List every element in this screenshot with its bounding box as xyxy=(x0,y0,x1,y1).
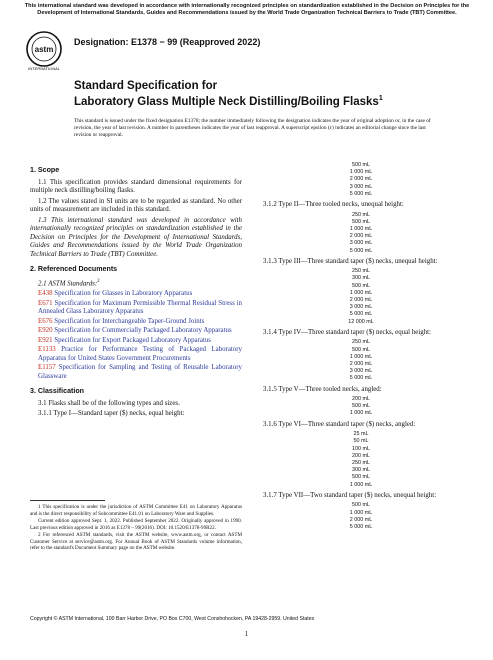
title-text: Laboratory Glass Multiple Neck Distilling/Boiling Flasks xyxy=(74,95,379,108)
type1-sizes xyxy=(255,162,467,198)
references-heading: 2. Referenced Documents xyxy=(30,265,118,273)
reference-title[interactable]: Specification for Glasses in Laboratory Apparatus xyxy=(54,290,193,298)
reference-item[interactable] xyxy=(30,337,242,346)
scope-p2: 1.2 The values stated in SI units are to be regarded as standard. No other units of measurement are included in this standard. xyxy=(30,197,242,213)
right-column xyxy=(255,160,467,534)
copyright: Copyright © ASTM International, 100 Barr Harbor Drive, PO Box C700, West Conshohocken, PA 19428-2959. United States xyxy=(30,616,315,622)
type-sizes xyxy=(255,396,467,418)
references-footnote-mark: 2 xyxy=(97,278,100,284)
size-value: 3 000 mL xyxy=(349,304,373,311)
size-value: 200 mL xyxy=(352,396,370,403)
size-value: 50 mL xyxy=(353,438,369,445)
classification-p1: 3.1 Flasks shall be of the following types and sizes. xyxy=(38,399,180,407)
footnote-1: 1 This specification is under the jurisdiction of ASTM Committee E41 on Laboratory Apparatus and is the direct responsibility of Subcommittee E41.01 on Laboratory Ware and Supplies. xyxy=(30,504,242,517)
classification-heading: 3. Classification xyxy=(30,387,85,396)
size-value: 2 000 mL xyxy=(349,360,373,367)
title-line-1: Standard Specification for xyxy=(74,80,218,92)
designation: Designation: E1378 − 99 (Reapproved 2022) xyxy=(74,37,261,47)
size-value: 2 000 mL xyxy=(349,516,373,523)
reference-code[interactable]: E920 xyxy=(38,327,53,335)
reference-item[interactable] xyxy=(30,364,242,381)
reference-code[interactable]: E671 xyxy=(38,299,53,307)
scope-heading: 1. Scope xyxy=(30,166,60,174)
size-value: 25 mL xyxy=(353,431,369,438)
size-value: 1 000 mL xyxy=(349,289,373,296)
reference-title[interactable]: Practice for Performance Testing of Packaged Laboratory Apparatus for United States Government Procurements xyxy=(38,346,242,362)
type1-label: 3.1.1 Type I—Standard taper ($) necks, equal height: xyxy=(38,410,185,418)
size-value: 500 mL xyxy=(352,403,370,410)
reference-item[interactable] xyxy=(30,318,242,327)
size-value: 2 000 mL xyxy=(349,233,373,240)
footnote-2: 2 For referenced ASTM standards, visit the ASTM website, www.astm.org, or contact ASTM Customer Service at service@astm.org. For Annual Book of ASTM Standards volume information, refer to the standard's Document Summary page on the ASTM website. xyxy=(30,532,242,551)
type-label: 3.1.5 Type V—Three tooled necks, angled: xyxy=(263,385,382,393)
scope-p3: 1.3 This international standard was developed in accordance with internationally recognized principles on standardization established in the Decision on Principles for the Development of International Standards, Guides and Recommendations issued by the World Trade Organization Technical Barriers to Trade (TBT) Committee. xyxy=(30,216,242,258)
size-value: 1 000 mL xyxy=(349,169,373,176)
reference-title[interactable]: Specification for Commercially Packaged Laboratory Apparatus xyxy=(54,327,232,335)
type-sizes xyxy=(255,502,467,531)
logo-caption: INTERNATIONAL xyxy=(28,66,60,71)
size-value: 250 mL xyxy=(352,460,370,466)
size-value: 5 000 mL xyxy=(349,523,373,530)
svg-text:astm: astm xyxy=(34,45,54,54)
type-label: 3.1.7 Type VII—Two standard taper ($) necks, unequal height: xyxy=(263,491,437,499)
footnote-1b: Current edition approved Sept. 1, 2022. Published September 2022. Originally approved in 1990. Last previous edition approved in 2016 as E1378 – 99(2016). DOI: 10.1520/E1378-99R22. xyxy=(30,518,242,531)
references-intro xyxy=(30,278,242,289)
type-sizes xyxy=(255,339,467,382)
type-label: 3.1.6 Type VI—Three standard taper ($) necks, angled: xyxy=(263,420,416,428)
footnotes xyxy=(30,504,242,553)
reference-code[interactable]: E438 xyxy=(38,290,53,298)
astm-logo-icon xyxy=(24,30,64,68)
references-intro-text: 2.1 ASTM Standards: xyxy=(38,279,98,287)
size-value: 1 000 mL xyxy=(349,353,373,360)
reference-title[interactable]: Specification for Maximum Permissible Thermal Residual Stress in Annealed Glass Laboratory Apparatus xyxy=(38,299,242,316)
scope-p1: 1.1 This specification provides standard dimensional requirements for multiple neck distilling/boiling flasks. xyxy=(30,178,242,194)
size-value: 300 mL xyxy=(352,467,370,474)
footnote-divider xyxy=(30,500,105,501)
size-value: 300 mL xyxy=(352,275,370,282)
size-value: 12 000 mL xyxy=(348,318,374,325)
wto-notice: This international standard was developed in accordance with internationally recognized principles on standardization established in the Decision on Principles for the Development of International Standards, Guides and Recommendations issued by the World Trade Organization Technical Barriers to Trade (TBT) Committee. xyxy=(24,3,470,16)
size-value: 500 mL xyxy=(352,162,370,168)
type-sizes xyxy=(255,212,467,255)
reference-list xyxy=(30,290,242,381)
size-value: 250 mL xyxy=(352,268,370,275)
issued-note: This standard is issued under the fixed designation E1378; the number immediately following the designation indicates the year of original adoption or, in the case of revision, the year of last revision. A number in parentheses indicates the year of last reapproval. A superscript epsilon (ε) indicates an editorial change since the last revision or reapproval. xyxy=(74,118,431,138)
reference-item[interactable] xyxy=(30,290,242,299)
size-value: 500 mL xyxy=(352,502,370,509)
size-value: 5 000 mL xyxy=(349,247,373,254)
size-value: 3 000 mL xyxy=(349,240,373,247)
size-value: 2 000 mL xyxy=(349,176,373,183)
size-value: 500 mL xyxy=(352,282,370,289)
reference-item[interactable] xyxy=(30,300,242,317)
size-value: 3 000 mL xyxy=(349,183,373,190)
size-value: 1 000 mL xyxy=(349,410,373,417)
reference-title[interactable]: Specification for Sampling and Testing of Reusable Laboratory Glassware xyxy=(38,364,242,380)
type-label: 3.1.2 Type II—Three tooled necks, unequal height: xyxy=(263,201,404,209)
title-footnote-mark: 1 xyxy=(378,95,383,102)
reference-title[interactable]: Specification for Interchangeable Taper-Ground Joints xyxy=(54,317,205,325)
type-label: 3.1.3 Type III—Three standard taper ($) necks, unequal height: xyxy=(263,257,438,265)
size-value: 250 mL xyxy=(352,211,370,218)
page-number: 1 xyxy=(244,630,249,638)
size-value: 5 000 mL xyxy=(349,375,373,382)
size-value: 5 000 mL xyxy=(349,190,373,197)
title-line-2 xyxy=(74,95,383,108)
reference-code[interactable]: E676 xyxy=(38,317,53,325)
size-value: 2 000 mL xyxy=(349,297,373,304)
size-value: 100 mL xyxy=(352,445,370,452)
size-value: 200 mL xyxy=(352,452,370,459)
type-label: 3.1.4 Type IV—Three standard taper ($) necks, equal height: xyxy=(263,328,431,336)
size-value: 500 mL xyxy=(352,474,370,481)
reference-item[interactable] xyxy=(30,346,242,363)
reference-title[interactable]: Specification for Export Packaged Laboratory Apparatus xyxy=(54,336,211,344)
size-value: 1 000 mL xyxy=(349,481,373,488)
reference-code[interactable]: E1157 xyxy=(38,364,56,372)
size-value: 250 mL xyxy=(352,339,370,346)
size-value: 3 000 mL xyxy=(349,368,373,375)
reference-code[interactable]: E921 xyxy=(38,336,53,344)
reference-item[interactable] xyxy=(30,327,242,336)
size-value: 500 mL xyxy=(352,346,370,353)
reference-code[interactable]: E1133 xyxy=(38,346,56,354)
size-value: 500 mL xyxy=(352,218,370,225)
type-sizes xyxy=(255,268,467,326)
size-value: 1 000 mL xyxy=(349,225,373,232)
left-column xyxy=(30,160,242,421)
size-value: 1 000 mL xyxy=(349,509,373,516)
type-sizes xyxy=(255,431,467,489)
size-value: 5 000 mL xyxy=(349,311,373,318)
